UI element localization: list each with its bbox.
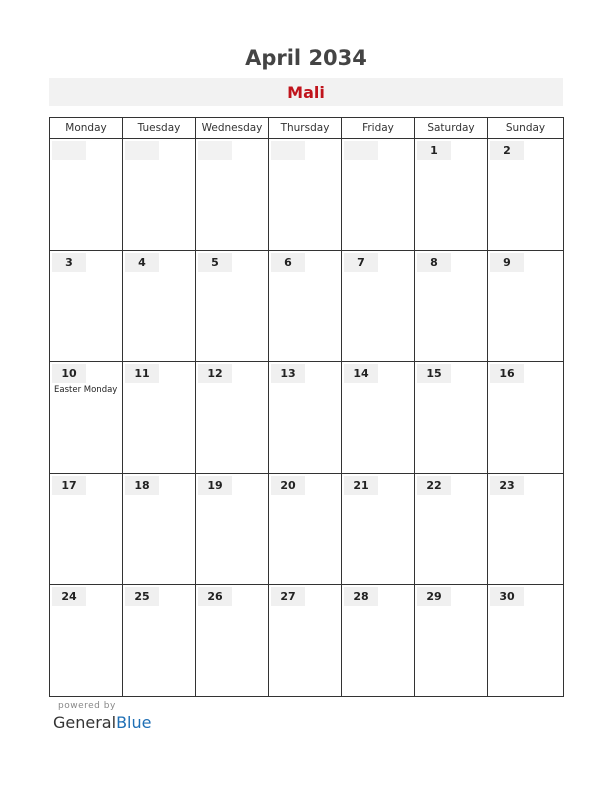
day-cell[interactable] — [488, 251, 564, 363]
day-cell[interactable] — [488, 362, 564, 474]
day-number: 2 — [490, 141, 524, 160]
weekday-header-monday: Monday — [50, 118, 123, 139]
day-cell[interactable] — [123, 585, 196, 697]
day-number — [271, 141, 305, 160]
day-number: 18 — [125, 476, 159, 495]
day-cell[interactable] — [50, 251, 123, 363]
day-cell[interactable] — [269, 251, 342, 363]
day-number: 3 — [52, 253, 86, 272]
day-number — [344, 141, 378, 160]
day-cell[interactable] — [415, 139, 488, 251]
day-cell[interactable] — [196, 139, 269, 251]
weekday-header-saturday: Saturday — [415, 118, 488, 139]
day-number: 13 — [271, 364, 305, 383]
brand-blue-text: Blue — [116, 713, 152, 732]
day-number: 26 — [198, 587, 232, 606]
generalblue-logo[interactable] — [53, 713, 151, 732]
day-cell[interactable] — [123, 474, 196, 586]
day-number: 1 — [417, 141, 451, 160]
day-number: 14 — [344, 364, 378, 383]
day-number: 30 — [490, 587, 524, 606]
day-cell[interactable] — [50, 585, 123, 697]
day-number: 4 — [125, 253, 159, 272]
day-cell[interactable] — [196, 251, 269, 363]
day-cell[interactable] — [196, 474, 269, 586]
day-number: 27 — [271, 587, 305, 606]
brand-general-text: General — [53, 713, 117, 732]
day-cell[interactable] — [415, 251, 488, 363]
day-number: 16 — [490, 364, 524, 383]
day-cell[interactable] — [342, 474, 415, 586]
day-cell[interactable] — [196, 362, 269, 474]
day-number — [52, 141, 86, 160]
day-cell[interactable] — [342, 139, 415, 251]
day-number: 12 — [198, 364, 232, 383]
day-number: 11 — [125, 364, 159, 383]
week-row — [50, 139, 564, 251]
day-cell[interactable] — [269, 362, 342, 474]
day-cell[interactable] — [50, 139, 123, 251]
day-cell[interactable] — [269, 585, 342, 697]
day-number: 5 — [198, 253, 232, 272]
day-cell[interactable] — [415, 585, 488, 697]
day-number: 22 — [417, 476, 451, 495]
calendar-title: April 2034 — [245, 46, 367, 70]
week-row — [50, 251, 564, 363]
day-number: 21 — [344, 476, 378, 495]
week-row — [50, 474, 564, 586]
day-cell[interactable] — [50, 474, 123, 586]
day-cell[interactable] — [488, 474, 564, 586]
day-number: 23 — [490, 476, 524, 495]
week-row — [50, 585, 564, 697]
day-cell[interactable] — [123, 139, 196, 251]
calendar-grid — [49, 117, 564, 697]
day-number: 25 — [125, 587, 159, 606]
day-cell[interactable] — [50, 362, 123, 474]
day-cell[interactable] — [196, 585, 269, 697]
day-number: 10 — [52, 364, 86, 383]
day-number: 20 — [271, 476, 305, 495]
weekday-header-friday: Friday — [342, 118, 415, 139]
day-cell[interactable] — [342, 362, 415, 474]
day-cell[interactable] — [415, 474, 488, 586]
day-number: 9 — [490, 253, 524, 272]
day-number: 6 — [271, 253, 305, 272]
powered-by-label: powered by — [58, 701, 116, 711]
day-cell[interactable] — [269, 474, 342, 586]
day-cell[interactable] — [342, 585, 415, 697]
day-number: 8 — [417, 253, 451, 272]
day-number — [125, 141, 159, 160]
weekday-header-row — [50, 118, 564, 139]
day-cell[interactable] — [123, 251, 196, 363]
day-number: 15 — [417, 364, 451, 383]
day-number: 28 — [344, 587, 378, 606]
weekday-header-sunday: Sunday — [488, 118, 564, 139]
day-cell[interactable] — [269, 139, 342, 251]
day-cell[interactable] — [415, 362, 488, 474]
day-cell[interactable] — [488, 585, 564, 697]
day-number: 24 — [52, 587, 86, 606]
day-number: 17 — [52, 476, 86, 495]
holiday-label: Easter Monday — [54, 385, 118, 396]
day-number — [198, 141, 232, 160]
weekday-header-thursday: Thursday — [269, 118, 342, 139]
day-cell[interactable] — [123, 362, 196, 474]
day-number: 19 — [198, 476, 232, 495]
day-cell[interactable] — [342, 251, 415, 363]
country-banner — [49, 78, 563, 106]
country-name: Mali — [287, 83, 325, 102]
day-number: 7 — [344, 253, 378, 272]
weekday-header-wednesday: Wednesday — [196, 118, 269, 139]
weekday-header-tuesday: Tuesday — [123, 118, 196, 139]
day-cell[interactable] — [488, 139, 564, 251]
week-row — [50, 362, 564, 474]
day-number: 29 — [417, 587, 451, 606]
